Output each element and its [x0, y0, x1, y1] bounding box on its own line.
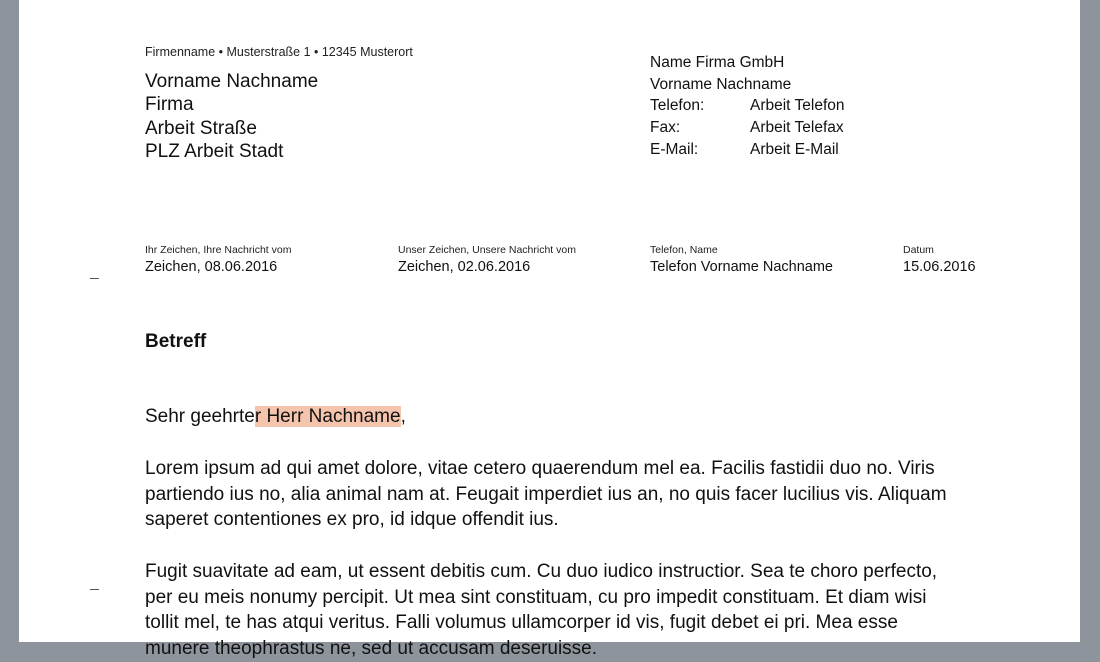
reference-phone-name	[650, 244, 833, 276]
paragraph-line: Fugit suavitate ad eam, ut essent debitis cum. Cu duo iudico instructior. Sea te choro perfecto,	[145, 561, 938, 582]
recipient-name: Vorname Nachname	[145, 71, 319, 92]
sender-fax-row	[650, 117, 845, 139]
recipient-city: PLZ Arbeit Stadt	[145, 140, 284, 162]
sender-phone-row	[650, 95, 845, 117]
subject-line: Betreff	[145, 331, 207, 352]
paragraph-line: tollit mel, te has atqui veritus. Falli volumus ullamcorper id vis, fugit debet ei pri. Mea esse	[145, 612, 898, 634]
paragraph-line: Lorem ipsum ad qui amet dolore, vitae cetero quaerendum mel ea. Facilis fastidii duo no. Viris	[145, 458, 935, 479]
reference-value: Zeichen, 02.06.2016	[398, 259, 531, 275]
email-value: Arbeit E-Mail	[750, 140, 839, 158]
phone-label: Telefon:	[650, 97, 705, 115]
fold-mark-top	[90, 278, 99, 279]
paragraph-line: partiendo ius no, alia animal nam at. Feugait imperdiet ius an, no quis facer lucilius vis. Aliquam	[145, 483, 947, 505]
reference-value: Zeichen, 08.06.2016	[145, 259, 278, 275]
sender-info-block	[650, 52, 845, 161]
email-label: E-Mail:	[650, 140, 699, 158]
fax-value: Arbeit Telefax	[750, 119, 844, 137]
paragraph-line: per eu meis nonumy percipit. Ut mea sint constituam, cu pro impedit constituam. Et diam wisi	[145, 586, 927, 608]
salutation-suffix: ,	[400, 406, 406, 427]
salutation-highlighted-field[interactable]: r Herr Nachname	[254, 406, 401, 427]
paragraph-line: munere theophrastus ne, sed ut accusam deseruisse.	[145, 638, 598, 660]
reference-date	[903, 244, 976, 276]
salutation-prefix: Sehr geehrte	[145, 406, 255, 427]
paragraph-line: saperet contentiones ex pro, id idque offendit ius.	[145, 509, 559, 531]
phone-value: Arbeit Telefon	[750, 97, 845, 115]
sender-email-row	[650, 139, 845, 161]
fold-mark-middle	[90, 589, 99, 590]
reference-label: Telefon, Name	[650, 244, 718, 256]
reference-value: 15.06.2016	[903, 259, 976, 275]
reference-our-sign	[398, 244, 576, 276]
recipient-company: Firma	[145, 94, 194, 116]
sender-company: Name Firma GmbH	[650, 54, 785, 71]
recipient-street: Arbeit Straße	[145, 117, 257, 139]
fax-label: Fax:	[650, 119, 681, 137]
sender-name: Vorname Nachname	[650, 75, 792, 93]
reference-value: Telefon Vorname Nachname	[650, 259, 833, 275]
body-paragraph-2	[145, 559, 995, 662]
sender-return-line: Firmenname • Musterstraße 1 • 12345 Musterort	[145, 45, 413, 59]
reference-label: Datum	[903, 244, 934, 256]
reference-your-sign	[145, 244, 291, 276]
reference-label: Unser Zeichen, Unsere Nachricht vom	[398, 244, 576, 256]
salutation	[145, 406, 406, 428]
reference-label: Ihr Zeichen, Ihre Nachricht vom	[145, 244, 292, 256]
document-page	[19, 0, 1080, 660]
recipient-address	[145, 70, 318, 163]
body-paragraph-1	[145, 456, 995, 533]
